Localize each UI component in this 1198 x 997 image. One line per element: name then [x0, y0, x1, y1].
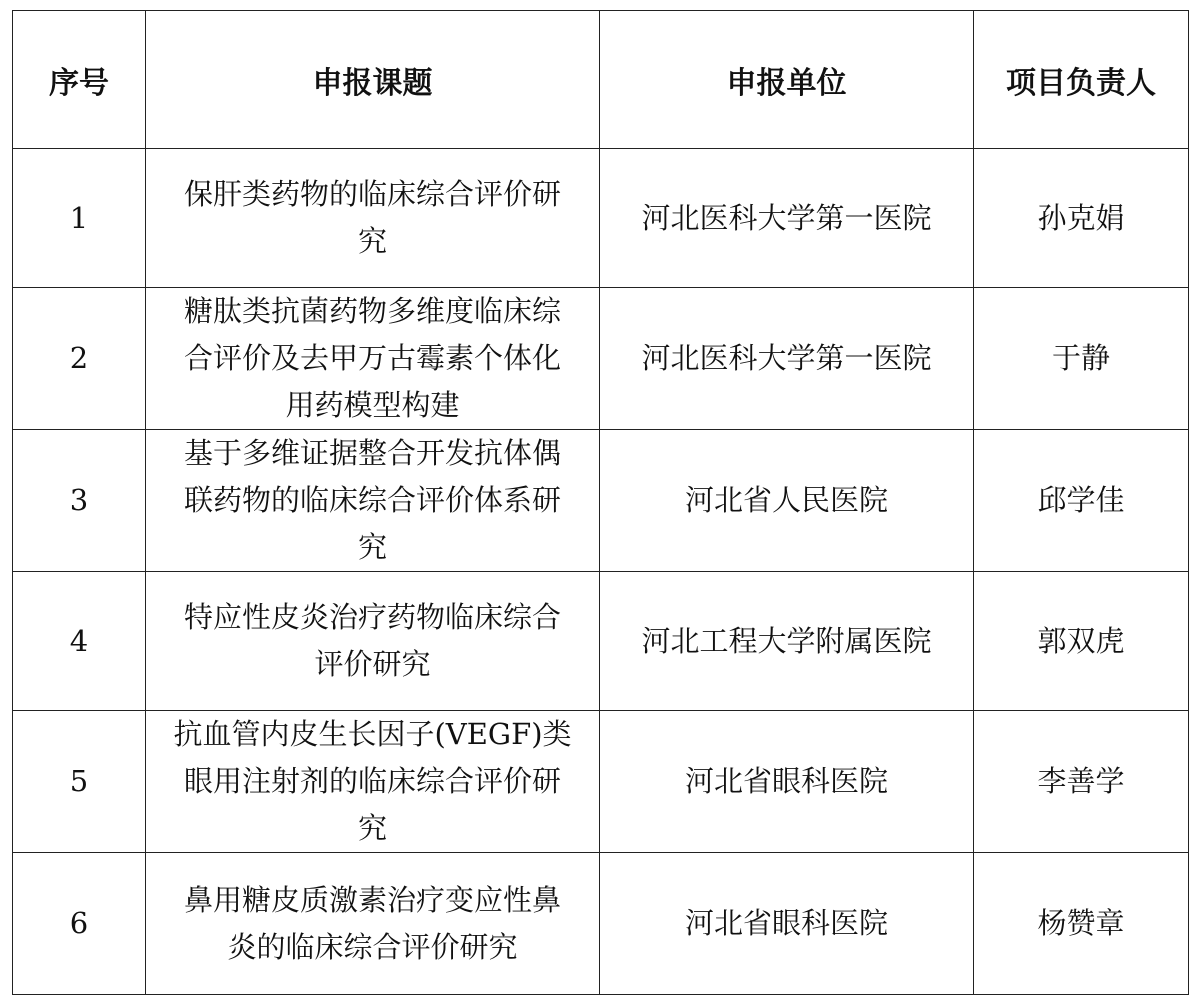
table-row — [13, 711, 1189, 853]
row-applicant-unit: 河北医科大学第一医院 — [600, 288, 974, 430]
header-applicant-unit: 申报单位 — [600, 11, 974, 149]
table-row — [13, 853, 1189, 995]
row-serial-number: 1 — [13, 149, 146, 288]
row-project-leader: 杨赞章 — [974, 853, 1189, 995]
row-project-title: 保肝类药物的临床综合评价研究 — [146, 149, 600, 288]
header-project-leader: 项目负责人 — [974, 11, 1189, 149]
header-serial-number: 序号 — [13, 11, 146, 149]
row-project-title: 鼻用糖皮质激素治疗变应性鼻炎的临床综合评价研究 — [146, 853, 600, 995]
row-serial-number: 2 — [13, 288, 146, 430]
row-serial-number: 3 — [13, 430, 146, 572]
row-applicant-unit: 河北省人民医院 — [600, 430, 974, 572]
row-project-title: 糖肽类抗菌药物多维度临床综合评价及去甲万古霉素个体化用药模型构建 — [146, 288, 600, 430]
row-project-leader: 于静 — [974, 288, 1189, 430]
row-project-title: 特应性皮炎治疗药物临床综合评价研究 — [146, 572, 600, 711]
table-row — [13, 149, 1189, 288]
row-project-leader: 邱学佳 — [974, 430, 1189, 572]
row-project-title: 基于多维证据整合开发抗体偶联药物的临床综合评价体系研究 — [146, 430, 600, 572]
row-project-title: 抗血管内皮生长因子(VEGF)类眼用注射剂的临床综合评价研究 — [146, 711, 600, 853]
table-row — [13, 430, 1189, 572]
row-project-leader: 李善学 — [974, 711, 1189, 853]
row-applicant-unit: 河北工程大学附属医院 — [600, 572, 974, 711]
row-serial-number: 4 — [13, 572, 146, 711]
row-applicant-unit: 河北省眼科医院 — [600, 853, 974, 995]
table-row — [13, 288, 1189, 430]
row-serial-number: 6 — [13, 853, 146, 995]
row-project-leader: 郭双虎 — [974, 572, 1189, 711]
row-applicant-unit: 河北医科大学第一医院 — [600, 149, 974, 288]
table-row — [13, 572, 1189, 711]
row-applicant-unit: 河北省眼科医院 — [600, 711, 974, 853]
row-project-leader: 孙克娟 — [974, 149, 1189, 288]
project-table — [12, 10, 1189, 995]
header-project-title: 申报课题 — [146, 11, 600, 149]
header-row — [13, 11, 1189, 149]
row-serial-number: 5 — [13, 711, 146, 853]
